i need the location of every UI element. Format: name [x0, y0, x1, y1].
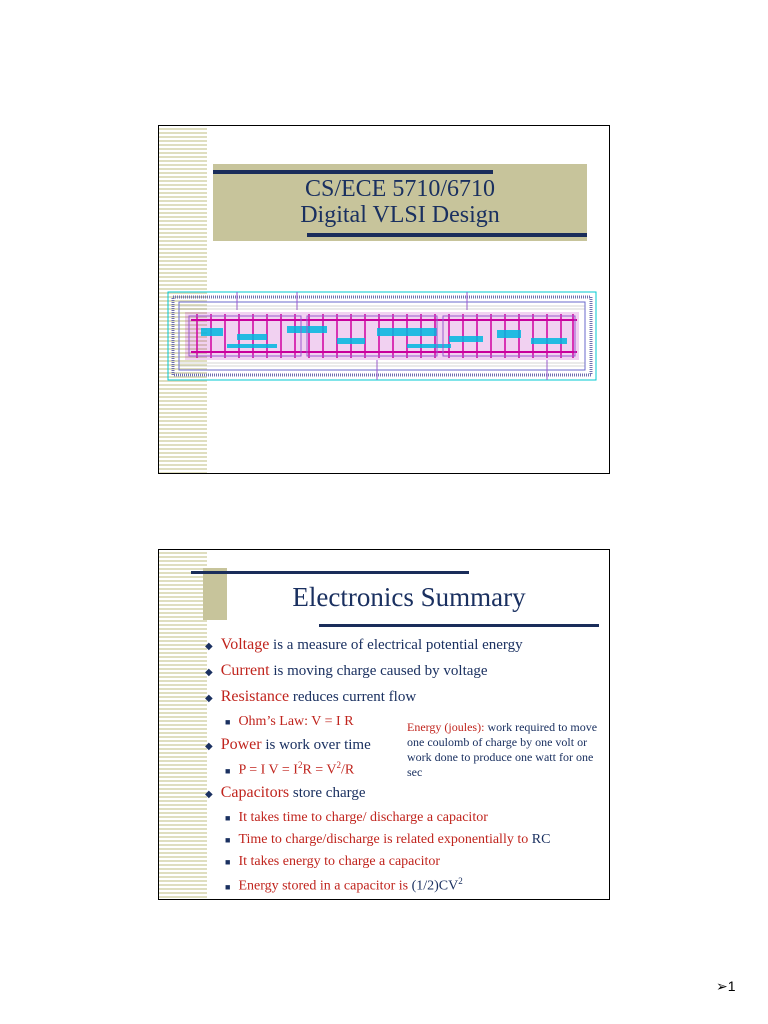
sub-bullet-ohms-law: ■ Ohm’s Law: V = I R	[225, 714, 354, 729]
square-bullet-icon: ■	[225, 717, 231, 727]
page-number: ➢1	[716, 978, 736, 994]
square-bullet-icon: ■	[225, 857, 231, 867]
sub-bullet-power-formula: ■ P = I $V = I^2R = V^2/R$	[225, 760, 355, 778]
slide-title	[158, 125, 610, 474]
bullet-current: ◆ Current is moving charge caused by voltage	[205, 662, 488, 679]
course-number: CS/ECE 5710/6710	[304, 176, 496, 202]
energy-note: Energy (joules): work required to move one coulomb of charge by one volt or work done to produce one watt for one sec	[407, 720, 598, 779]
square-bullet-icon: ■	[225, 881, 231, 892]
sub-bullet-energy-stored: ■ Energy stored in a capacitor is $(1/2)CV^2$	[225, 876, 463, 894]
sub-bullet-rc: ■ Time to charge/discharge is related exponentially to RC	[225, 832, 551, 847]
square-bullet-icon: ■	[225, 765, 231, 776]
diamond-bullet-icon: ◆	[205, 693, 213, 704]
diamond-bullet-icon: ◆	[205, 741, 213, 752]
diamond-bullet-icon: ◆	[205, 789, 213, 800]
square-bullet-icon: ■	[225, 835, 231, 845]
decorative-stripes	[159, 550, 207, 899]
square-bullet-icon: ■	[225, 813, 231, 823]
title-bar-top	[213, 170, 493, 174]
heading-bar-bottom	[319, 624, 599, 627]
sub-bullet-energy-to-charge: ■ It takes energy to charge a capacitor	[225, 854, 441, 869]
bullet-power: ◆ Power is work over time	[205, 736, 371, 753]
vlsi-layout-image	[167, 290, 599, 382]
slide-heading: Electronics Summary	[292, 582, 526, 612]
course-name: Digital VLSI Design	[300, 202, 500, 228]
bullet-capacitors: ◆ Capacitors store charge	[205, 784, 366, 801]
diamond-bullet-icon: ◆	[205, 667, 213, 678]
diamond-bullet-icon: ◆	[205, 641, 213, 652]
slide-electronics-summary	[158, 549, 610, 900]
title-bar-bottom	[307, 233, 587, 237]
bullet-voltage: ◆ Voltage is a measure of electrical potential energy	[205, 636, 523, 653]
heading-bar-top	[191, 571, 469, 574]
sub-bullet-time-to-charge: ■ It takes time to charge/ discharge a capacitor	[225, 810, 488, 825]
heading-accent-box	[203, 568, 227, 620]
slide-title-text	[213, 176, 587, 228]
arrow-bullet-icon: ➢	[716, 978, 728, 994]
bullet-resistance: ◆ Resistance reduces current flow	[205, 688, 417, 705]
